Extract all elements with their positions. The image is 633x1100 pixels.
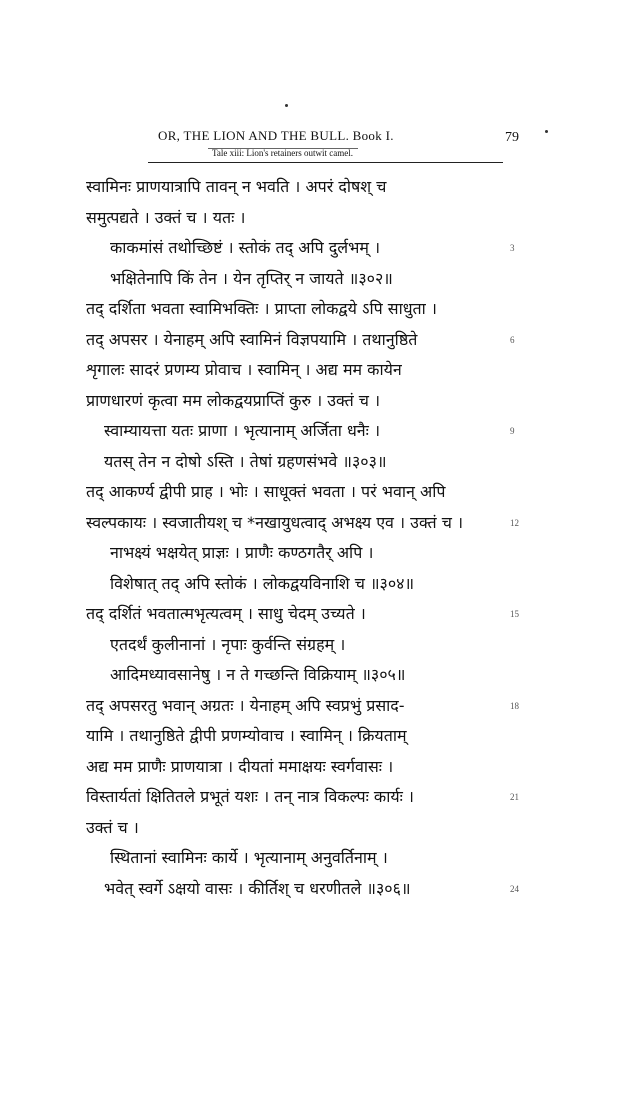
page-number: 79 xyxy=(505,130,519,145)
text-line xyxy=(86,172,526,203)
line-text: स्वामिनः प्राणयात्रापि तावन् न भवति । अपरं दोषश् च xyxy=(86,177,387,196)
line-text: विस्तार्यतां क्षितितले प्रभूतं यशः । तन् नात्र विकल्पः कार्यः । xyxy=(86,787,414,806)
line-number-marker: 21 xyxy=(510,792,519,802)
line-text: उक्तं च । xyxy=(86,817,139,837)
line-text: काकमांसं तथोच्छिष्टं । स्तोकं तद् अपि दुर्लभम् । xyxy=(110,238,381,257)
line-text: शृगालः सादरं प्रणम्य प्रोवाच । स्वामिन् । अद्य मम कायेन xyxy=(86,360,402,379)
header-rule xyxy=(148,162,503,163)
text-line xyxy=(86,386,526,417)
line-text: विशेषात् तद् अपि स्तोकं । लोकद्वयविनाशि च ॥३०४॥ xyxy=(110,573,415,593)
verse-line xyxy=(86,264,526,295)
line-text: यामि । तथानुष्ठिते द्वीपी प्रणम्योवाच । स्वामिन् । क्रियताम् xyxy=(86,726,407,745)
verse-line xyxy=(86,447,526,478)
line-text: स्थितानां स्वामिनः कार्ये । भृत्यानाम् अनुवर्तिनाम् । xyxy=(110,848,388,867)
text-line xyxy=(86,691,526,722)
line-text: तद् अपसरतु भवान् अग्रतः । येनाहम् अपि स्वप्रभुं प्रसाद- xyxy=(86,695,405,715)
verse-line xyxy=(86,416,526,447)
page-header xyxy=(0,118,633,158)
verse-line xyxy=(86,538,526,569)
line-number-marker: 9 xyxy=(510,426,515,436)
verse-line xyxy=(86,660,526,691)
text-line xyxy=(86,782,526,813)
verse-line xyxy=(86,630,526,661)
line-number-marker: 12 xyxy=(510,517,519,528)
line-text: प्राणधारणं कृत्वा मम लोकद्वयप्राप्तिं कुरु । उक्तं च । xyxy=(86,390,381,410)
text-line xyxy=(86,752,526,783)
verse-line xyxy=(86,843,526,874)
text-line xyxy=(86,355,526,386)
line-text: तद् अपसर । येनाहम् अपि स्वामिनं विज्ञपयामि । तथानुष्ठिते xyxy=(86,329,418,349)
text-line xyxy=(86,294,526,325)
running-title: OR, THE LION AND THE BULL. Book I. xyxy=(158,128,394,143)
line-text: स्वल्पकायः । स्वजातीयश् च *नखायुधत्वाद् अभक्ष्य एव । उक्तं च । xyxy=(86,512,464,532)
line-text: एतदर्थं कुलीनानां । नृपाः कुर्वन्ति संग्रहम् । xyxy=(110,634,346,654)
header-short-rule xyxy=(208,148,358,149)
text-line xyxy=(86,325,526,356)
text-line xyxy=(86,508,526,539)
line-text: तद् दर्शितं भवतात्मभृत्यत्वम् । साधु चेदम् उच्यते । xyxy=(86,604,366,623)
verse-line xyxy=(86,569,526,600)
line-number-marker: 24 xyxy=(510,883,519,894)
line-text: तद् दर्शिता भवता स्वामिभक्तिः । प्राप्ता लोकद्वये ऽपि साधुता । xyxy=(86,299,437,318)
line-text: भवेत् स्वर्गे ऽक्षयो वासः । कीर्तिश् च धरणीतले ॥३०६॥ xyxy=(104,878,411,898)
line-text: समुत्पद्यते । उक्तं च । यतः । xyxy=(86,207,246,227)
line-text: नाभक्ष्यं भक्षयेत् प्राज्ञः । प्राणैः कण्ठगतैर् अपि । xyxy=(110,543,374,562)
line-number-marker: 3 xyxy=(510,243,515,253)
line-text: भक्षितेनापि किं तेन । येन तृप्तिर् न जायते ॥३०२॥ xyxy=(110,268,393,288)
text-line xyxy=(86,203,526,234)
tale-subtitle: Tale xiii: Lion's retainers outwit camel. xyxy=(212,148,353,158)
line-number-marker: 6 xyxy=(510,334,515,345)
line-text: तद् आकर्ण्य द्वीपी प्राह । भोः । साधूक्तं भवता । परं भवान् अपि xyxy=(86,482,446,501)
line-text: यतस् तेन न दोषो ऽस्ति । तेषां ग्रहणसंभवे ॥३०३॥ xyxy=(104,451,387,471)
line-text: स्वाम्यायत्ता यतः प्राणा । भृत्यानाम् अर्जिता धनैः । xyxy=(104,421,381,440)
text-line xyxy=(86,599,526,630)
line-text: आदिमध्यावसानेषु । न ते गच्छन्ति विक्रियाम् ॥३०५॥ xyxy=(110,665,406,684)
verse-line xyxy=(86,233,526,264)
sanskrit-text-block xyxy=(86,172,526,904)
text-line xyxy=(86,477,526,508)
text-line xyxy=(86,721,526,752)
line-number-marker: 15 xyxy=(510,609,519,619)
print-speck xyxy=(285,104,288,107)
line-number-marker: 18 xyxy=(510,700,519,711)
text-line xyxy=(86,813,526,844)
line-text: अद्य मम प्राणैः प्राणयात्रा । दीयतां ममाक्षयः स्वर्गवासः । xyxy=(86,756,394,776)
verse-line xyxy=(86,874,526,905)
print-speck xyxy=(545,130,548,133)
